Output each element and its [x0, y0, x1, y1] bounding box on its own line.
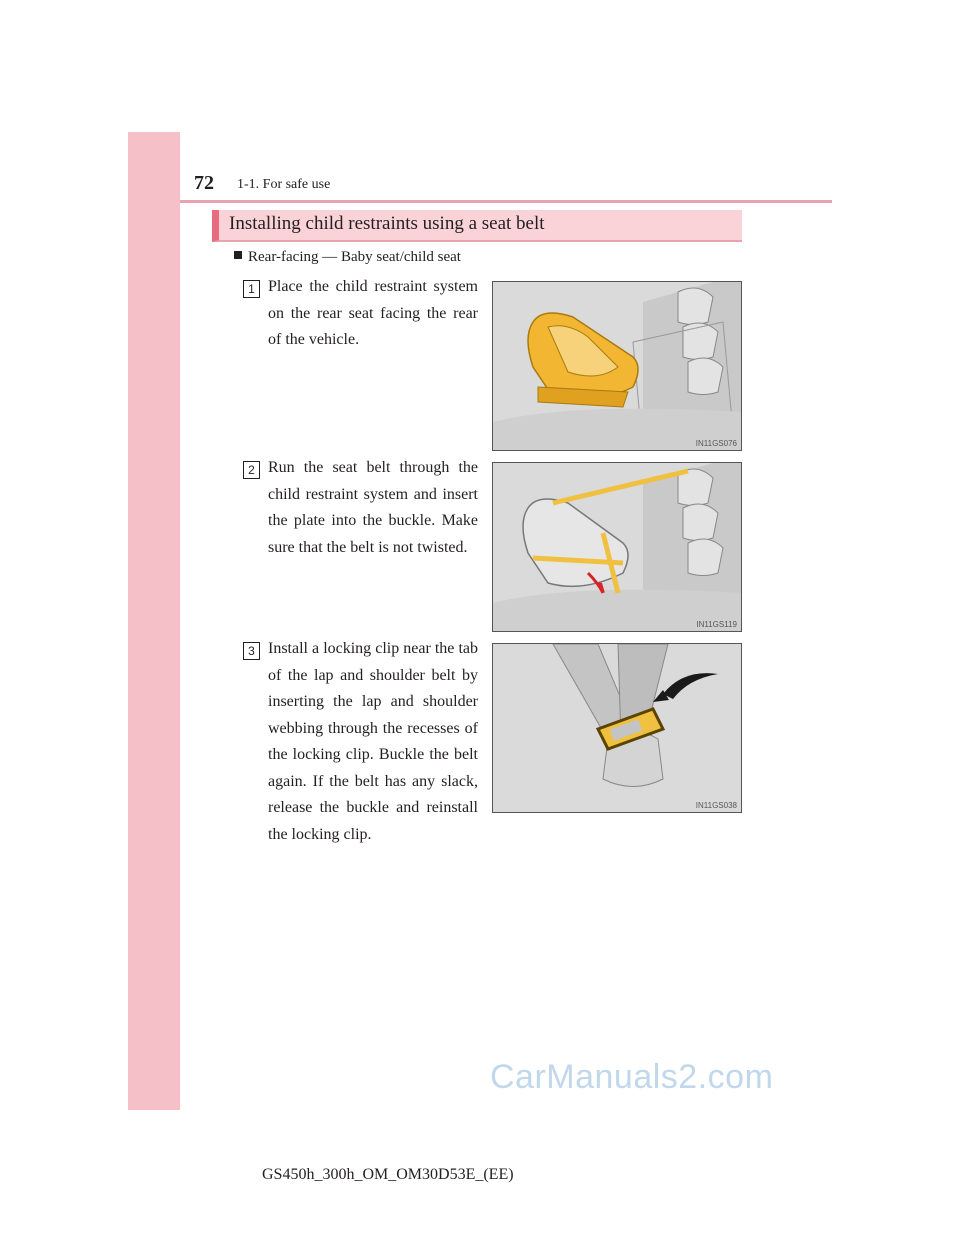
step-number-2: 2 — [243, 461, 260, 479]
step-text-3: Install a locking clip near the tab of the lap and shoulder belt by inserting the lap and shoulder webbing through the recesses of the locking clip. Buckle the belt again. If the belt has any slack, release the buckle and reinstall the locking clip. — [268, 640, 478, 843]
running-head: 1-1. For safe use — [237, 177, 331, 192]
locking-clip-illustration — [493, 644, 742, 813]
bullet-square-icon — [234, 251, 242, 259]
figure-locking-clip — [492, 643, 742, 813]
step-number-1: 1 — [243, 280, 260, 298]
footer-doc-code: GS450h_300h_OM_OM30D53E_(EE) — [262, 1166, 514, 1183]
bullet-heading — [234, 249, 461, 266]
bullet-text: Rear-facing — Baby seat/child seat — [248, 249, 461, 265]
step-text-1: Place the child restraint system on the rear seat facing the rear of the vehicle. — [268, 278, 478, 348]
figure-rear-facing-seat — [492, 281, 742, 451]
figure-seat-belt-routing — [492, 462, 742, 632]
side-strip — [128, 132, 180, 1110]
figure-code-2: IN11GS119 — [696, 620, 737, 629]
figure-code-1: IN11GS076 — [695, 439, 737, 448]
step-number-3: 3 — [243, 642, 260, 660]
watermark: CarManuals2.com — [490, 1058, 774, 1096]
section-title: Installing child restraints using a seat belt — [229, 213, 545, 234]
step-text-2: Run the seat belt through the child restraint system and insert the plate into the buckle. Make sure that the belt is not twisted. — [268, 459, 478, 556]
header-rule — [180, 200, 832, 203]
page-number: 72 — [194, 172, 214, 194]
seat-belt-routing-illustration — [493, 463, 742, 632]
figure-code-3: IN11GS038 — [695, 801, 737, 810]
rear-facing-seat-illustration — [493, 282, 742, 451]
